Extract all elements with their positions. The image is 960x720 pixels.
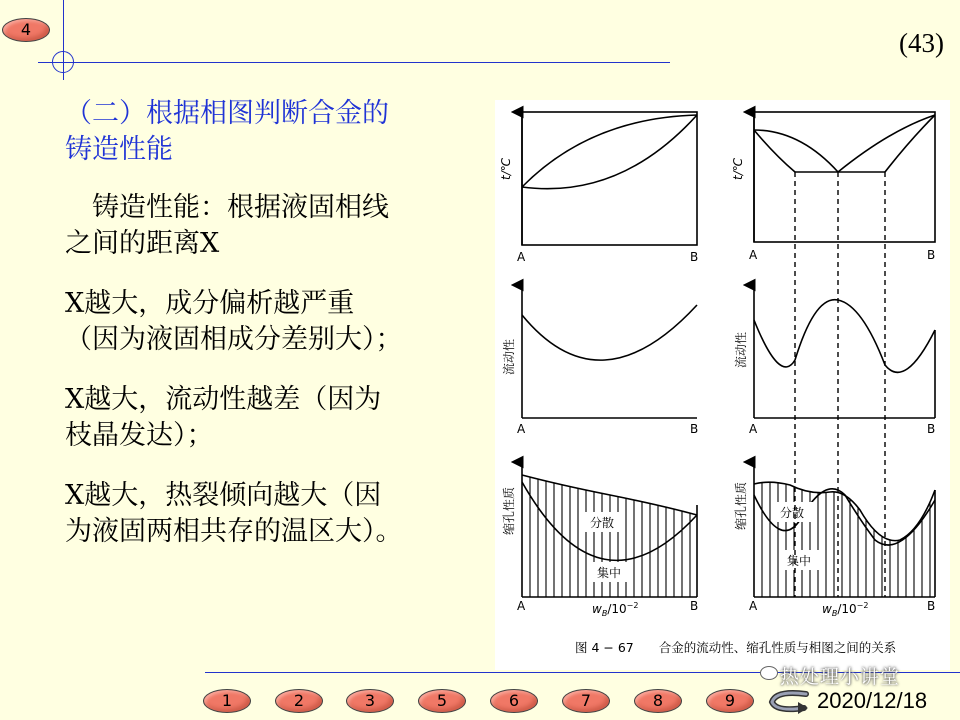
y-axis-label: 流动性 (502, 338, 516, 375)
liquidus-line-right (838, 115, 935, 172)
tick-label-a: A (749, 599, 758, 613)
phase-diagram-figure (495, 100, 950, 670)
heading-line-1: （二）根据相图判断合金的 (65, 98, 389, 129)
plot-frame (522, 112, 697, 245)
tick-label-b: B (927, 599, 936, 613)
y-axis-label: 流动性 (734, 331, 748, 368)
paragraph-line: （因为液固相成分差别大）； (65, 324, 403, 355)
tick-label-b: B (927, 248, 936, 262)
crosshair-circle (52, 51, 74, 73)
heading-line-2: 铸造性能 (65, 134, 173, 165)
plot-frame (754, 112, 935, 242)
tick-label-b: B (690, 250, 699, 264)
paragraph-line: X越大，成分偏析越严重 (65, 288, 355, 319)
tick-label-a: A (517, 599, 526, 613)
wechat-logo-icon (760, 666, 778, 680)
nav-button-7[interactable]: 7 (562, 689, 610, 713)
nav-button-2[interactable]: 2 (275, 689, 323, 713)
nav-button-6[interactable]: 6 (490, 689, 538, 713)
paragraph-line: 之间的距离X (65, 228, 220, 259)
nav-button-9[interactable]: 9 (706, 689, 754, 713)
paragraph-casting (65, 190, 389, 262)
region-label-concentrated: 集中 (787, 554, 812, 568)
return-icon[interactable] (766, 688, 810, 716)
hatching-right (762, 470, 930, 597)
x-axis-label: $w_B/10^{-2}$ (592, 601, 639, 618)
tick-label-b: B (690, 599, 699, 613)
tick-label-b: B (690, 422, 699, 436)
x-axis-label: $w_B/10^{-2}$ (822, 601, 869, 618)
top-rule (38, 62, 670, 63)
paragraph-segregation (65, 286, 403, 358)
solidus-line-right (885, 115, 935, 172)
nav-button-1[interactable]: 1 (203, 689, 251, 713)
nav-button-8[interactable]: 8 (634, 689, 682, 713)
solidus-line (522, 115, 697, 189)
tick-label-a: A (517, 422, 526, 436)
paragraph-line: 枝晶发达）； (65, 420, 214, 451)
date-label: 2020/12/18 (817, 688, 928, 713)
watermark-text: 热处理小讲堂 (780, 666, 901, 688)
paragraph-line: 为液固两相共存的温区大）。 (65, 516, 403, 547)
paragraph-line: X越大，热裂倾向越大（因 (65, 480, 382, 511)
nav-button-3[interactable]: 3 (346, 689, 394, 713)
tick-label-a: A (749, 248, 758, 262)
y-axis-label: 缩孔性质 (734, 481, 748, 530)
tick-label-a: A (749, 422, 758, 436)
page-number: (43) (899, 28, 944, 58)
paragraph-line: 铸造性能：根据液固相线 (65, 192, 389, 223)
region-label-dispersed: 分散 (590, 516, 615, 530)
tick-label-a: A (517, 250, 526, 264)
nav-button-5[interactable]: 5 (418, 689, 466, 713)
paragraph-line: X越大，流动性越差（因为 (65, 384, 382, 415)
current-slide-badge: 4 (2, 18, 50, 42)
tick-label-b: B (927, 422, 936, 436)
liquidus-line-left (754, 130, 838, 172)
region-label-concentrated: 集中 (597, 566, 622, 580)
fluidity-curve (754, 300, 935, 373)
liquidus-line (522, 115, 697, 187)
region-label-dispersed: 分散 (780, 506, 805, 520)
paragraph-hot-cracking (65, 478, 403, 550)
y-axis-label: t/℃ (731, 157, 745, 180)
y-axis-label: t/℃ (499, 157, 513, 180)
y-axis-label: 缩孔性质 (502, 486, 516, 535)
fluidity-curve (522, 305, 697, 360)
figure-caption: 图 4 − 67 合金的流动性、缩孔性质与相图之间的关系 (575, 640, 897, 655)
section-heading (65, 96, 389, 168)
paragraph-fluidity (65, 382, 381, 454)
